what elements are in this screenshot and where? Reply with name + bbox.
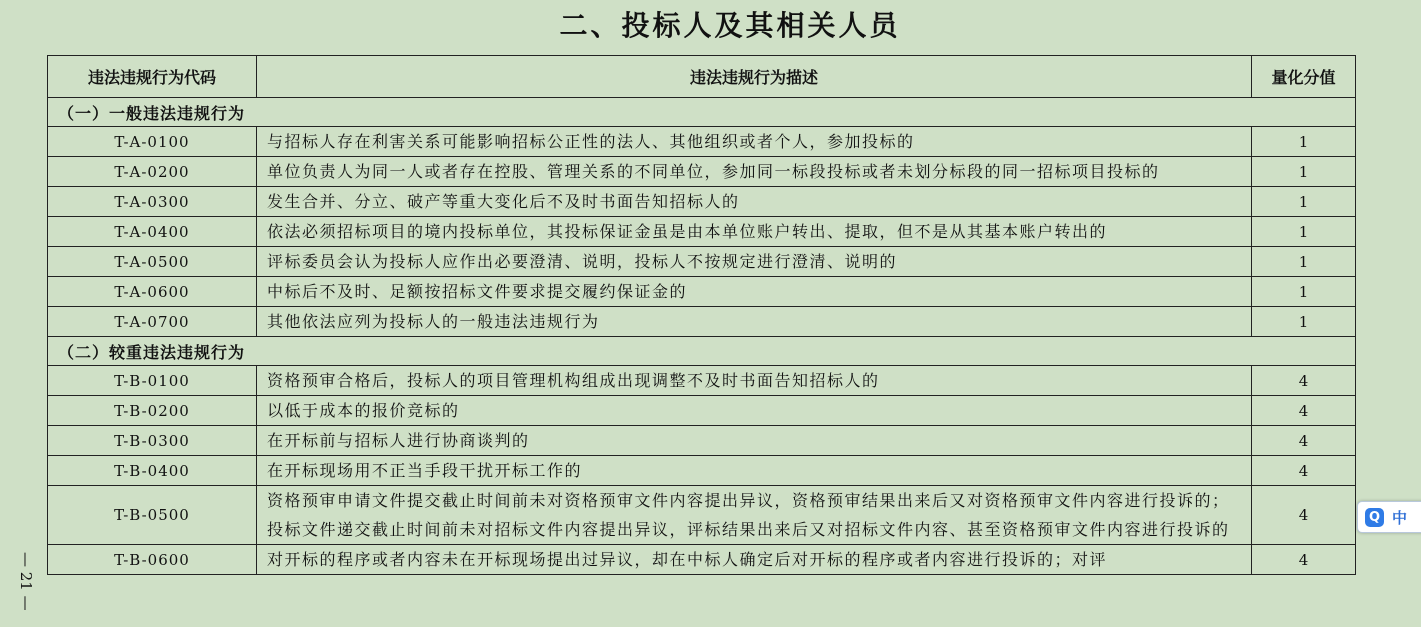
section-row-serious — [48, 337, 1356, 366]
table-header-row — [48, 56, 1356, 98]
section-label: （二）较重违法违规行为 — [48, 337, 1356, 366]
table-row — [48, 127, 1356, 157]
table-row — [48, 426, 1356, 456]
table-row — [48, 486, 1356, 545]
violation-code: T-A-0500 — [48, 247, 257, 277]
violation-code: T-A-0600 — [48, 277, 257, 307]
table-row — [48, 545, 1356, 575]
violations-table — [47, 55, 1356, 575]
violation-score: 1 — [1252, 307, 1356, 337]
table-row — [48, 277, 1356, 307]
page-title: 二、投标人及其相关人员 — [559, 9, 901, 42]
violation-description: 评标委员会认为投标人应作出必要澄清、说明，投标人不按规定进行澄清、说明的 — [257, 247, 1252, 277]
violation-score: 1 — [1252, 277, 1356, 307]
violation-score: 4 — [1252, 396, 1356, 426]
violation-score: 4 — [1252, 486, 1356, 545]
violation-score: 4 — [1252, 545, 1356, 575]
table-row — [48, 456, 1356, 486]
violation-code: T-A-0700 — [48, 307, 257, 337]
page-number: — 21 — — [17, 552, 35, 611]
violation-description: 中标后不及时、足额按招标文件要求提交履约保证金的 — [257, 277, 1252, 307]
table-row — [48, 396, 1356, 426]
violation-description: 其他依法应列为投标人的一般违法违规行为 — [257, 307, 1252, 337]
violation-code: T-A-0100 — [48, 127, 257, 157]
violation-description: 在开标前与招标人进行协商谈判的 — [257, 426, 1252, 456]
side-search-widget[interactable] — [1357, 501, 1421, 533]
violation-score: 4 — [1252, 456, 1356, 486]
violation-description: 资格预审申请文件提交截止时间前未对资格预审文件内容提出异议，资格预审结果出来后又对资格预审文件内容进行投诉的；投标文件递交截止时间前未对招标文件内容提出异议，评标结果出来后又对招标文件内容、甚至资格预审文件内容进行投诉的 — [257, 486, 1252, 545]
violation-score: 1 — [1252, 247, 1356, 277]
q-search-icon[interactable]: Q — [1365, 508, 1384, 527]
violation-code: T-A-0400 — [48, 217, 257, 247]
violation-description: 发生合并、分立、破产等重大变化后不及时书面告知招标人的 — [257, 187, 1252, 217]
table-row — [48, 366, 1356, 396]
header-code: 违法违规行为代码 — [48, 56, 257, 98]
section-row-general — [48, 98, 1356, 127]
violation-score: 1 — [1252, 127, 1356, 157]
violation-code: T-A-0200 — [48, 157, 257, 187]
violation-description: 以低于成本的报价竞标的 — [257, 396, 1252, 426]
violation-code: T-A-0300 — [48, 187, 257, 217]
table-row — [48, 247, 1356, 277]
violation-code: T-B-0300 — [48, 426, 257, 456]
table-row — [48, 157, 1356, 187]
violation-code: T-B-0400 — [48, 456, 257, 486]
section-label: （一）一般违法违规行为 — [48, 98, 1356, 127]
violation-description: 资格预审合格后，投标人的项目管理机构组成出现调整不及时书面告知招标人的 — [257, 366, 1252, 396]
violation-score: 4 — [1252, 426, 1356, 456]
violation-score: 1 — [1252, 157, 1356, 187]
violation-score: 4 — [1252, 366, 1356, 396]
side-widget-label[interactable]: 中 — [1392, 508, 1408, 527]
violation-description: 对开标的程序或者内容未在开标现场提出过异议，却在中标人确定后对开标的程序或者内容进行投诉的；对评 — [257, 545, 1252, 575]
violation-code: T-B-0100 — [48, 366, 257, 396]
violation-score: 1 — [1252, 187, 1356, 217]
violation-code: T-B-0200 — [48, 396, 257, 426]
violation-description: 在开标现场用不正当手段干扰开标工作的 — [257, 456, 1252, 486]
violation-description: 单位负责人为同一人或者存在控股、管理关系的不同单位，参加同一标段投标或者未划分标段的同一招标项目投标的 — [257, 157, 1252, 187]
violation-code: T-B-0500 — [48, 486, 257, 545]
violation-description: 与招标人存在利害关系可能影响招标公正性的法人、其他组织或者个人，参加投标的 — [257, 127, 1252, 157]
table-row — [48, 187, 1356, 217]
violation-description: 依法必须招标项目的境内投标单位，其投标保证金虽是由本单位账户转出、提取，但不是从其基本账户转出的 — [257, 217, 1252, 247]
violation-code: T-B-0600 — [48, 545, 257, 575]
header-description: 违法违规行为描述 — [257, 56, 1252, 98]
violation-score: 1 — [1252, 217, 1356, 247]
header-score: 量化分值 — [1252, 56, 1356, 98]
table-row — [48, 307, 1356, 337]
table-row — [48, 217, 1356, 247]
